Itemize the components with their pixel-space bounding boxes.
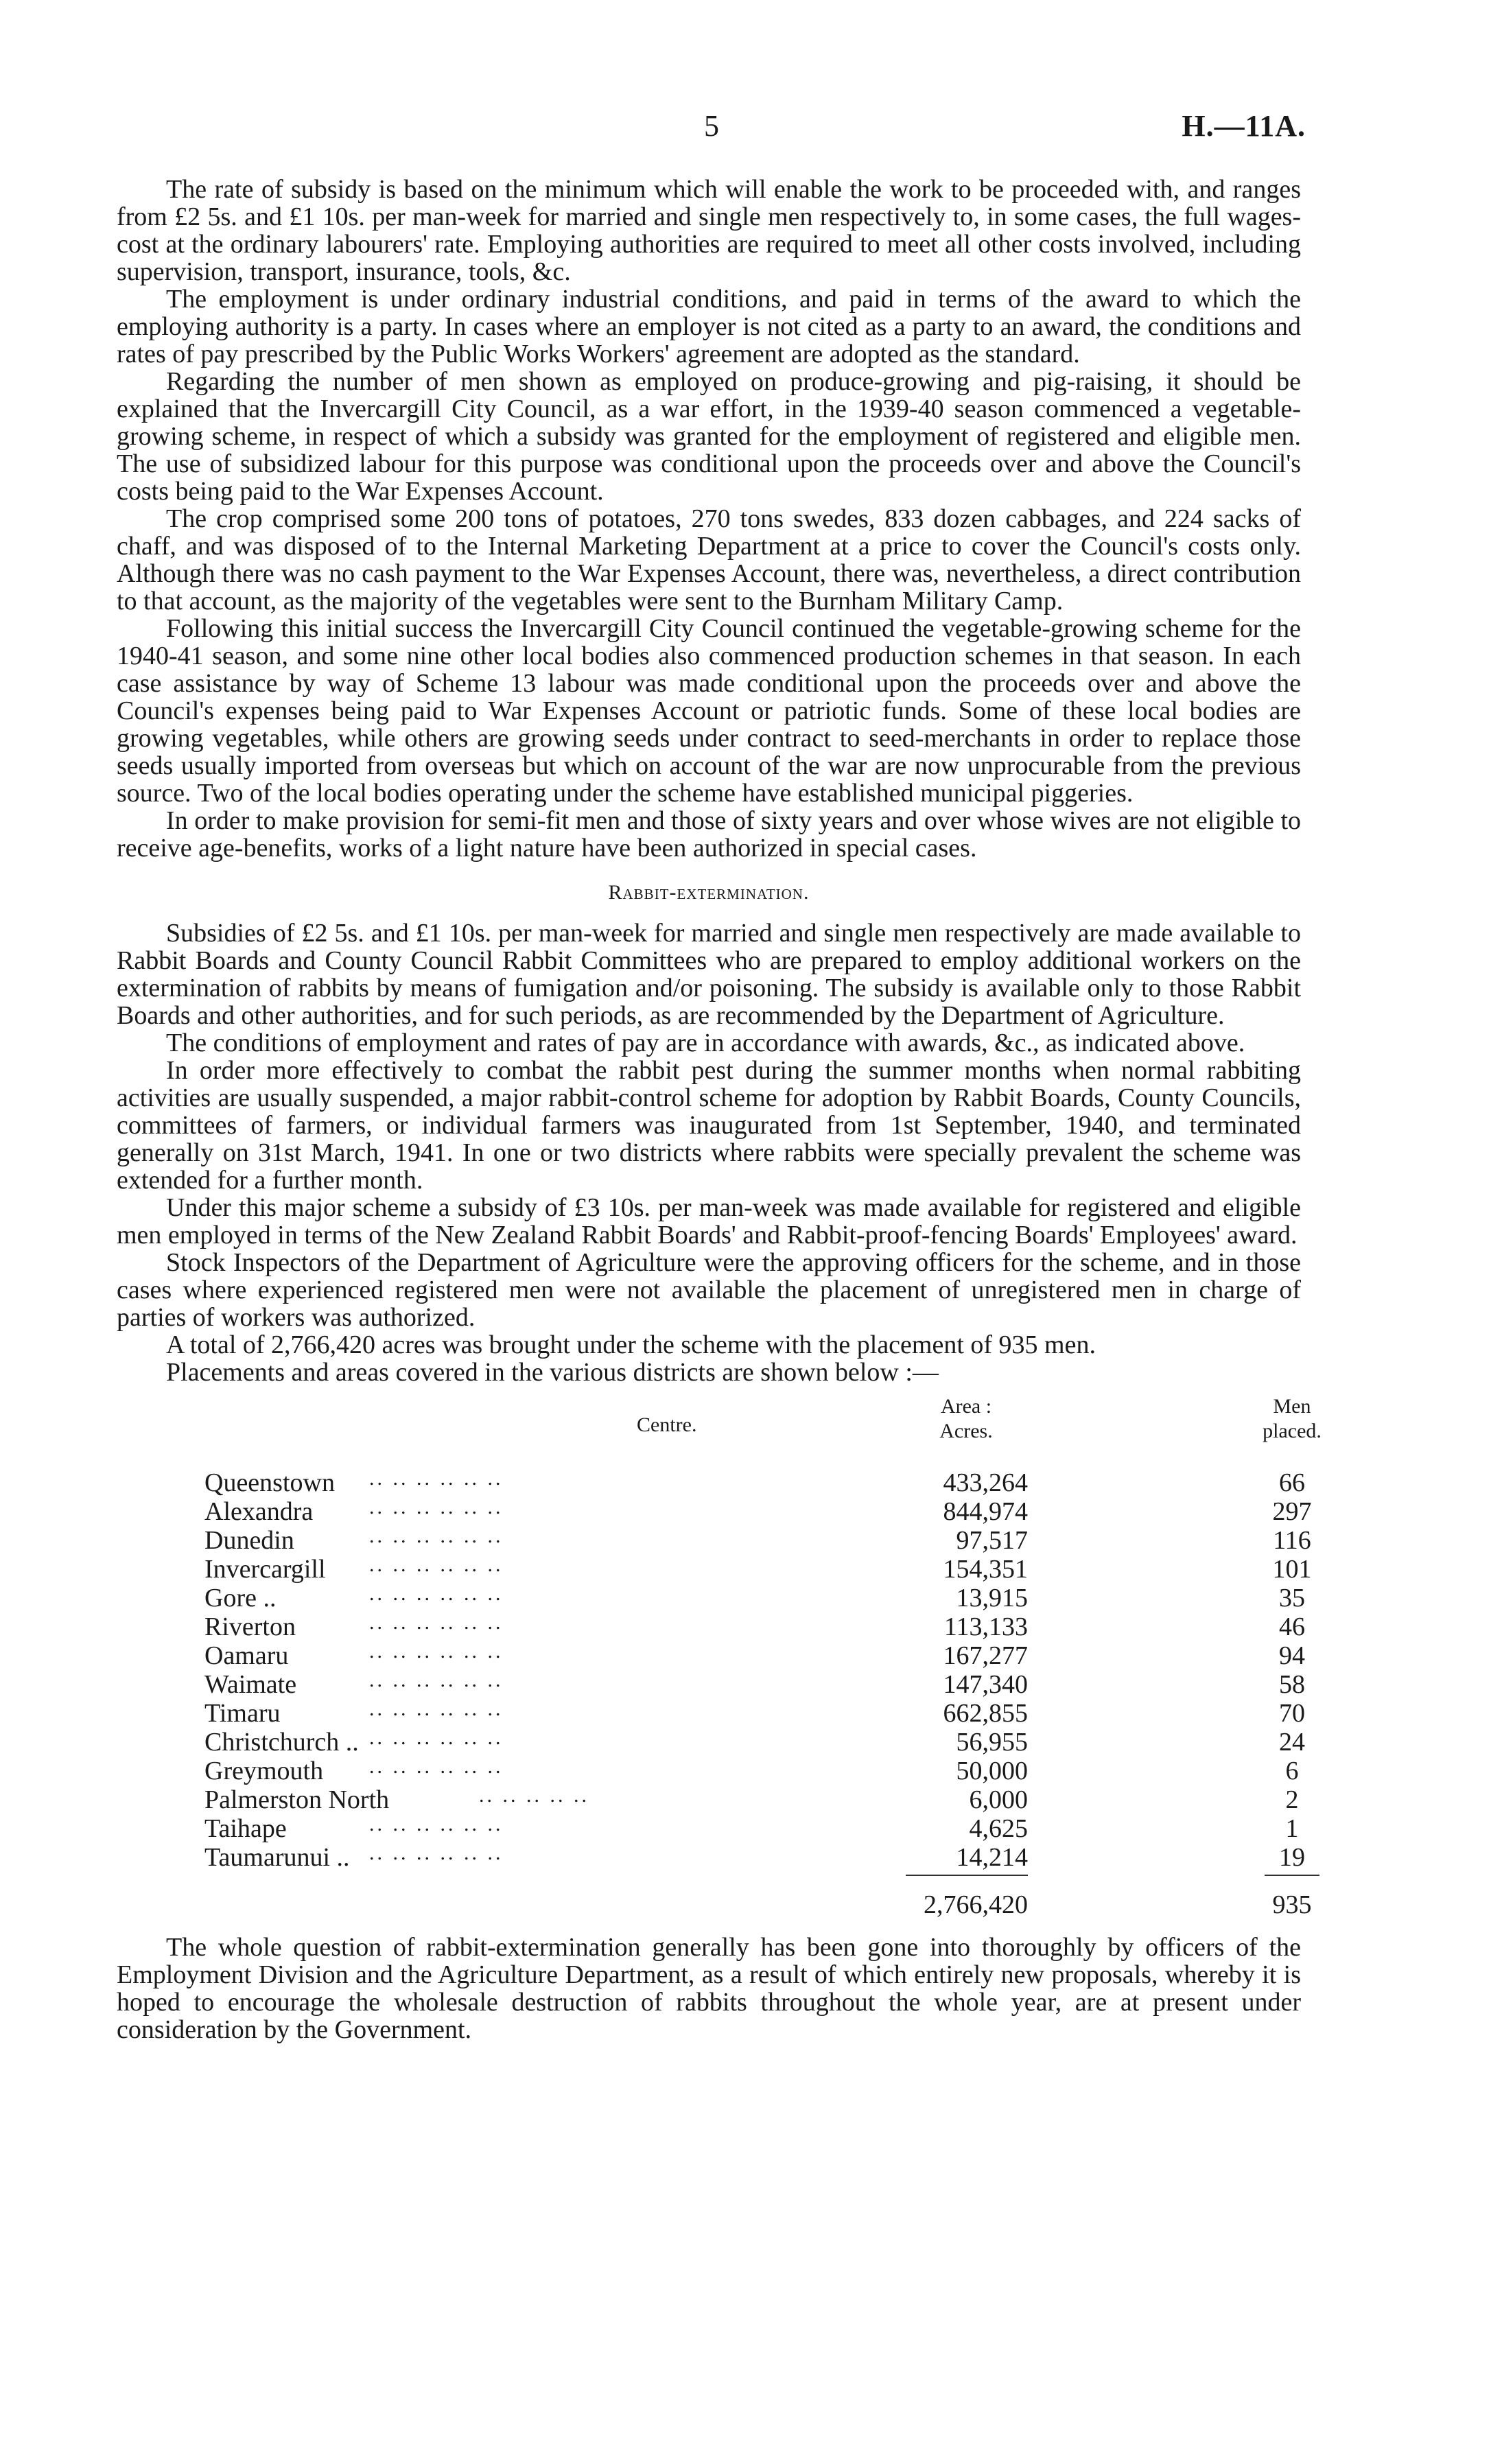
area-acres: 433,264 xyxy=(943,1468,1028,1497)
centre-name: Invercargill xyxy=(204,1555,326,1584)
total-area: 2,766,420 xyxy=(924,1890,1028,1919)
paragraph-rabbit-subsidies: Subsidies of £2 5s. and £1 10s. per man-week for married and single men respectively are made available to Rabbit Boards and County Council Rabbit Committees who are prepared to employ additional workers on the extermination of rabbits by means of fumigation and/or poisoning. The subsidy is available only to those Rabbit Boards and other authorities, and for such periods, as are recommended by the Department of Agriculture. xyxy=(117,919,1301,1030)
leader-dots: .. .. .. .. .. .. xyxy=(369,1553,504,1576)
leader-dots: .. .. .. .. .. .. xyxy=(369,1726,504,1749)
area-acres: 154,351 xyxy=(943,1555,1028,1584)
paragraph-rabbit-scheme: In order more effectively to combat the rabbit pest during the summer months when normal rabbiting activities are usually suspended, a major rabbit-control scheme for adoption by Rabbit Boards, County Councils, committees of farmers, or individual farmers was inaugurated from 1st September, 1940, and terminated generally on 31st March, 1941. In one or two districts where rabbits were specially prevalent the scheme was extended for a further month. xyxy=(117,1056,1301,1195)
leader-dots: .. .. .. .. .. .. xyxy=(369,1842,504,1864)
men-placed: 6 xyxy=(1285,1757,1299,1785)
paragraph-total: A total of 2,766,420 acres was brought under the scheme with the placement of 935 men. xyxy=(166,1330,1096,1359)
paragraph-rabbit-conditions: The conditions of employment and rates of pay are in accordance with awards, &c., as indicated above. xyxy=(166,1029,1245,1057)
leader-dots: .. .. .. .. .. .. xyxy=(369,1813,504,1835)
paragraph-stock-inspectors: Stock Inspectors of the Department of Agriculture were the approving officers for the scheme, and in those cases where experienced registered men were not available the placement of unregistered men in charge of parties of workers was authorized. xyxy=(117,1248,1301,1332)
men-placed: 94 xyxy=(1279,1641,1305,1670)
men-placed: 116 xyxy=(1273,1526,1311,1555)
centre-name: Oamaru xyxy=(204,1641,289,1670)
area-acres: 50,000 xyxy=(956,1757,1028,1785)
leader-dots: .. .. .. .. .. .. xyxy=(369,1669,504,1691)
men-placed: 24 xyxy=(1279,1728,1305,1757)
header-men-line1: Men xyxy=(1273,1395,1311,1418)
men-placed: 35 xyxy=(1279,1584,1305,1612)
placements-table xyxy=(204,1394,1357,1923)
centre-name: Taihape xyxy=(204,1814,287,1843)
total-rule-men xyxy=(1265,1875,1319,1876)
leader-dots: .. .. .. .. .. .. xyxy=(369,1582,504,1605)
leader-dots: .. .. .. .. .. .. xyxy=(369,1640,504,1663)
header-men xyxy=(1244,1394,1340,1444)
paragraph-employment-conditions: The employment is under ordinary industrial conditions, and paid in terms of the award to which the employing authority is a party. In cases where an employer is not cited as a party to an award, the conditions and rates of pay prescribed by the Public Works Workers' agreement are adopted as the standard. xyxy=(117,285,1301,368)
paragraph-subsidy-rate: The rate of subsidy is based on the minimum which will enable the work to be proceeded with, and ranges from £2 5s. and £1 10s. per man-week for married and single men respectively to, in some cases, the full wages-cost at the ordinary labourers' rate. Employing authorities are required to meet all other costs involved, including supervision, transport, insurance, tools, &c. xyxy=(117,175,1301,286)
centre-name: Riverton xyxy=(204,1612,296,1641)
leader-dots: .. .. .. .. .. .. xyxy=(369,1525,504,1547)
men-placed: 46 xyxy=(1279,1612,1305,1641)
leader-dots: .. .. .. .. .. xyxy=(479,1784,589,1807)
area-acres: 662,855 xyxy=(943,1699,1028,1728)
area-acres: 113,133 xyxy=(943,1612,1028,1641)
centre-name: Christchurch .. xyxy=(204,1728,359,1757)
total-rule-area xyxy=(906,1875,1028,1876)
men-placed: 70 xyxy=(1279,1699,1305,1728)
area-acres: 14,214 xyxy=(956,1843,1028,1872)
area-acres: 844,974 xyxy=(943,1497,1028,1526)
header-men-line2: placed. xyxy=(1263,1420,1322,1442)
men-placed: 297 xyxy=(1272,1497,1312,1526)
men-placed: 1 xyxy=(1285,1814,1299,1843)
area-acres: 4,625 xyxy=(969,1814,1028,1843)
paragraph-closing: The whole question of rabbit-extermination generally has been gone into thoroughly by officers of the Employment Division and the Agriculture Department, as a result of which entirely new proposals, whereby it is hoped to encourage the wholesale destruction of rabbits throughout the whole year, are at present under consideration by the Government. xyxy=(117,1933,1301,2044)
area-acres: 56,955 xyxy=(956,1728,1028,1757)
table-total-row xyxy=(204,1872,1357,1923)
paragraph-placements-intro: Placements and areas covered in the various districts are shown below :— xyxy=(166,1358,939,1387)
centre-name: Palmerston North xyxy=(204,1785,390,1814)
men-placed: 66 xyxy=(1279,1468,1305,1497)
centre-name: Queenstown xyxy=(204,1468,335,1497)
centre-name: Alexandra xyxy=(204,1497,314,1526)
document-reference: H.—11A. xyxy=(1182,109,1306,143)
header-area xyxy=(904,1394,1028,1444)
leader-dots: .. .. .. .. .. .. xyxy=(369,1496,504,1518)
centre-name: Greymouth xyxy=(204,1757,324,1785)
centre-name: Waimate xyxy=(204,1670,297,1699)
leader-dots: .. .. .. .. .. .. xyxy=(369,1467,504,1490)
body-text xyxy=(117,175,1322,2044)
area-acres: 167,277 xyxy=(943,1641,1028,1670)
total-men: 935 xyxy=(1272,1890,1312,1919)
men-placed: 101 xyxy=(1272,1555,1312,1584)
area-acres: 97,517 xyxy=(956,1526,1028,1555)
table-header xyxy=(204,1394,1357,1468)
paragraph-vegetable-scheme: Following this initial success the Invercargill City Council continued the vegetable-growing scheme for the 1940-41 season, and some nine other local bodies also commenced production schemes in that season. In each case assistance by way of Scheme 13 labour was made conditional upon the proceeds over and above the Council's expenses being paid to War Expenses Account or patriotic funds. Some of these local bodies are growing vegetables, while others are growing seeds under contract to seed-merchants in order to replace those seeds usually imported from overseas but which on account of the war are now unprocurable from the previous source. Two of the local bodies operating under the scheme have established municipal piggeries. xyxy=(117,614,1301,808)
paragraph-produce-growing: Regarding the number of men shown as employed on produce-growing and pig-raising, it should be explained that the Invercargill City Council, as a war effort, in the 1939-40 season commenced a vegetable-growing scheme, in respect of which a subsidy was granted for the employment of registered and eligible men. The use of subsidized labour for this purpose was conditional upon the proceeds over and above the Council's costs being paid to the War Expenses Account. xyxy=(117,367,1301,506)
leader-dots: .. .. .. .. .. .. xyxy=(369,1611,504,1634)
leader-dots: .. .. .. .. .. .. xyxy=(369,1755,504,1778)
centre-name: Taumarunui .. xyxy=(204,1843,350,1872)
paragraph-semi-fit: In order to make provision for semi-fit men and those of sixty years and over whose wives are not eligible to receive age-benefits, works of a light nature have been authorized in special cases. xyxy=(117,806,1301,863)
header-centre: Centre. xyxy=(637,1413,697,1436)
men-placed: 58 xyxy=(1279,1670,1305,1699)
area-acres: 13,915 xyxy=(956,1584,1028,1612)
centre-name: Gore .. xyxy=(204,1584,277,1612)
men-placed: 19 xyxy=(1279,1843,1305,1872)
area-acres: 6,000 xyxy=(969,1785,1028,1814)
area-acres: 147,340 xyxy=(943,1670,1028,1699)
header-area-line1: Area : xyxy=(940,1395,992,1418)
paragraph-crop: The crop comprised some 200 tons of potatoes, 270 tons swedes, 833 dozen cabbages, and 224 sacks of chaff, and was disposed of to the Internal Marketing Department at a price to cover the Council's costs only. Although there was no cash payment to the War Expenses Account, there was, nevertheless, a direct contribution to that account, as the majority of the vegetables were sent to the Burnham Military Camp. xyxy=(117,504,1301,615)
leader-dots: .. .. .. .. .. .. xyxy=(369,1698,504,1720)
centre-name: Dunedin xyxy=(204,1526,294,1555)
page-number: 5 xyxy=(704,109,719,143)
table-row xyxy=(204,1843,1357,1872)
header-area-line2: Acres. xyxy=(939,1420,993,1442)
centre-name: Timaru xyxy=(204,1699,281,1728)
men-placed: 2 xyxy=(1285,1785,1299,1814)
section-heading: Rabbit-extermination. xyxy=(608,881,810,904)
paragraph-major-scheme: Under this major scheme a subsidy of £3 10s. per man-week was made available for registered and eligible men employed in terms of the New Zealand Rabbit Boards' and Rabbit-proof-fencing Boards' Employees' award. xyxy=(117,1193,1301,1249)
